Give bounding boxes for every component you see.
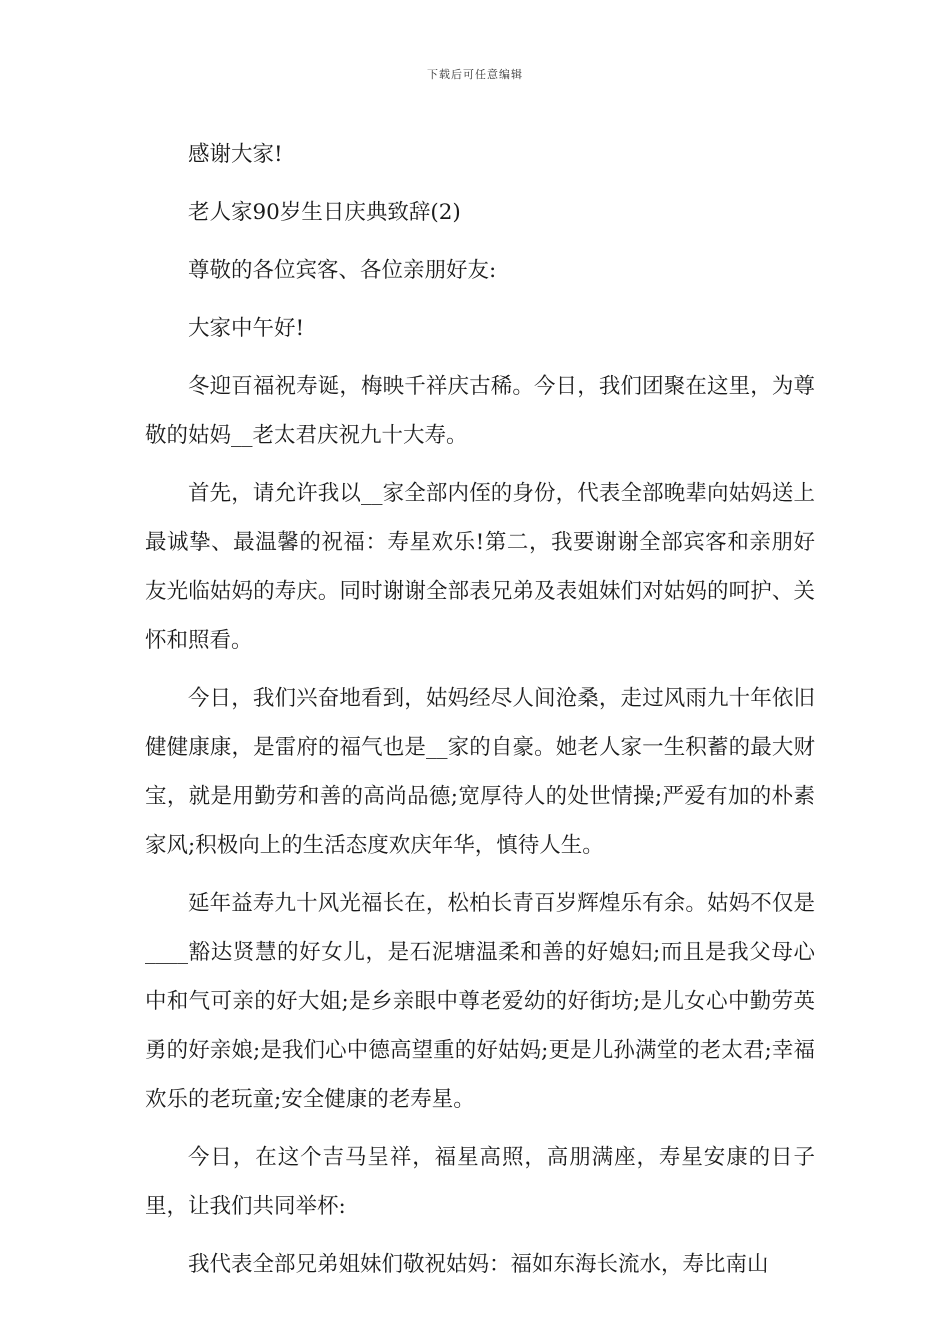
paragraph-first: 首先，请允许我以__家全部内侄的身份，代表全部晚辈向姑妈送上最诚挚、最温馨的祝福：寿星欢乐!第二，我要谢谢全部宾客和亲朋好友光临姑妈的寿庆。同时谢谢全部表兄弟及表姐妹们对姑妈的呵护、关怀和照看。 [145,481,815,653]
paragraph-greeting: 大家中午好! [188,316,305,341]
paragraph-wishes: 我代表全部兄弟姐妹们敬祝姑妈：福如东海长流水，寿比南山 [188,1252,769,1277]
paragraph-longevity: 延年益寿九十风光福长在，松柏长青百岁辉煌乐有余。姑妈不仅是____豁达贤慧的好女儿，是石泥塘温柔和善的好媳妇;而且是我父母心中和气可亲的好大姐;是乡亲眼中尊老爱幼的好街坊;是儿女心中勤劳英勇的好亲娘;是我们心中德高望重的好姑妈;更是儿孙满堂的老太君;幸福欢乐的老玩童;安全健康的老寿星。 [145,891,815,1112]
paragraph-toast: 今日，在这个吉马呈祥，福星高照，高朋满座，寿星安康的日子里，让我们共同举杯: [145,1145,815,1219]
paragraph-salutation: 尊敬的各位宾客、各位亲朋好友: [188,258,497,283]
paragraph-thanks: 感谢大家! [188,142,283,167]
header-note: 下载后可任意编辑 [427,68,523,81]
paragraph-today: 今日，我们兴奋地看到，姑妈经尽人间沧桑，走过风雨九十年依旧健健康康，是雷府的福气也是__家的自豪。她老人家一生积蓄的最大财宝，就是用勤劳和善的高尚品德;宽厚待人的处世情操;严爱有加的朴素家风;积极向上的生活态度欢庆年华，慎待人生。 [145,686,815,858]
paragraph-title: 老人家90岁生日庆典致辞(2) [188,200,461,225]
paragraph-opening: 冬迎百福祝寿诞，梅映千祥庆古稀。今日，我们团聚在这里，为尊敬的姑妈__老太君庆祝九十大寿。 [145,374,815,448]
document-body [145,130,815,1298]
